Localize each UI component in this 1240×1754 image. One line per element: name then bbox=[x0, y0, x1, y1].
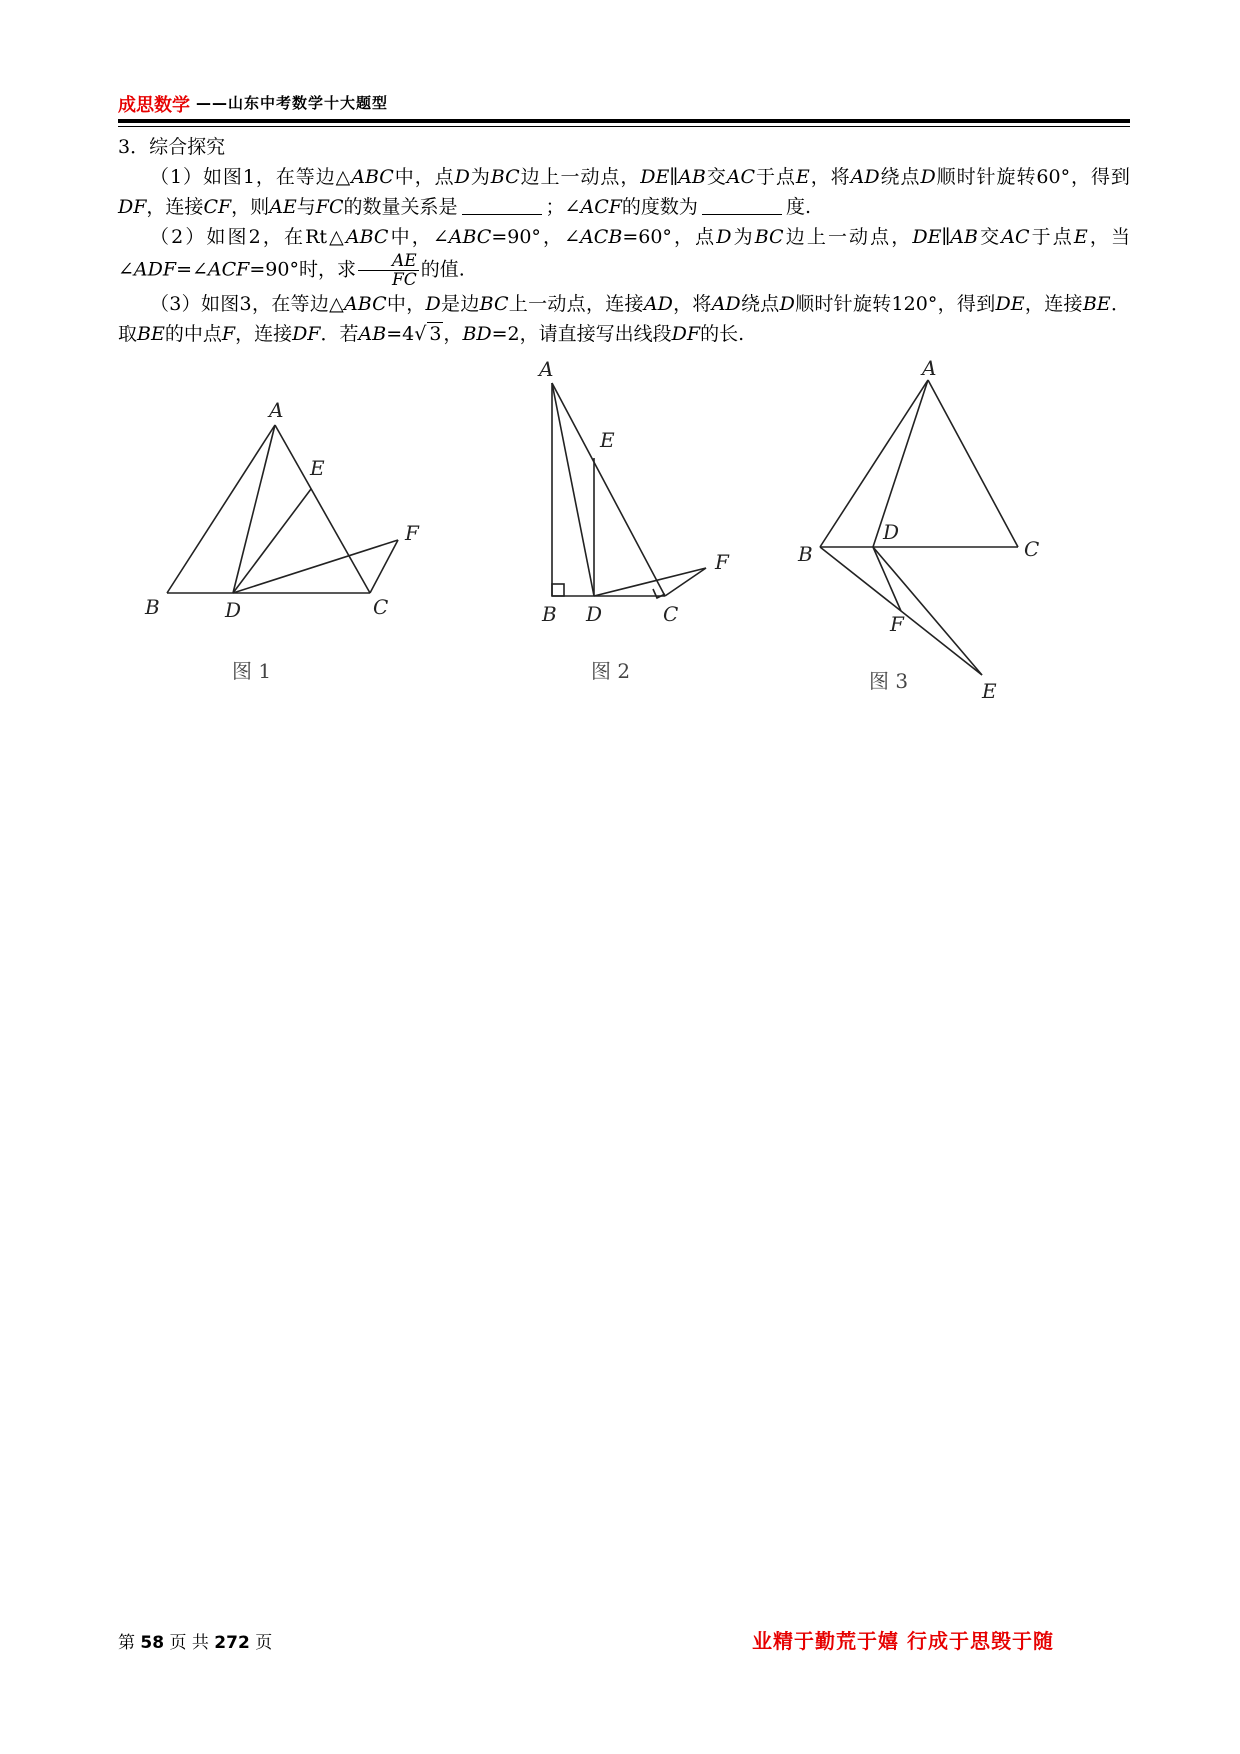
sqrt-radicand: 3 bbox=[429, 323, 442, 345]
fig2-label-a: A bbox=[539, 357, 554, 381]
question-part-2: （2）如图2，在Rt△ABC中，∠ABC=90°，∠ACB=60°，点D为BC边上一动点，DE∥AB交AC于点E，当∠ADF=∠ACF=90°时，求 $\frac{AE}{FC}$ 的值. bbox=[118, 226, 1130, 290]
question-block bbox=[118, 132, 1130, 349]
total-pages: 272 bbox=[214, 1633, 250, 1653]
fig1-label-a: A bbox=[269, 398, 284, 422]
fig2-label-c: C bbox=[663, 602, 679, 626]
sqrt-symbol: √ bbox=[414, 323, 427, 345]
current-page: 58 bbox=[140, 1633, 165, 1653]
page-number-footer: 第 58 页 共 272 页 bbox=[118, 1633, 273, 1653]
fig1-label-b: B bbox=[145, 595, 160, 619]
fig2-label-b: B bbox=[542, 602, 557, 626]
question-heading: 综合探究 bbox=[149, 136, 226, 158]
fig2-label-d: D bbox=[586, 602, 603, 626]
fig2-label-f: F bbox=[715, 550, 729, 574]
answer-blank-2[interactable] bbox=[702, 196, 782, 215]
fig3-label-b: B bbox=[798, 542, 813, 566]
question-number: 3． bbox=[118, 136, 150, 158]
question-part-1: （1）如图1，在等边△ABC中，点D为BC边上一动点，DE∥AB交AC于点E，将AD绕点D顺时针旋转60°，得到DF，连接CF，则AE与FC的数量关系是 ；∠ACF的度数为 度. bbox=[118, 166, 1130, 218]
figure-3 bbox=[790, 355, 1060, 704]
question-part-3: （3）如图3，在等边△ABC中，D是边BC上一动点，连接AD，将AD绕点D顺时针旋转120°，得到DE，连接BE．取BE的中点F，连接DF．若AB=4√ 3 ，BD=2，请直接写出线段DF的长. bbox=[118, 293, 1130, 345]
fig2-label-e: E bbox=[600, 428, 615, 452]
fig1-label-d: D bbox=[225, 598, 242, 622]
fig3-label-e: E bbox=[982, 679, 997, 703]
fig3-label-f: F bbox=[890, 612, 904, 636]
figure-2 bbox=[522, 357, 742, 694]
fig3-label-a: A bbox=[922, 356, 937, 380]
header-rule bbox=[118, 119, 1130, 123]
fig3-label-d: D bbox=[883, 520, 900, 544]
figure-3-caption: 图 3 bbox=[869, 669, 909, 693]
figure-1 bbox=[140, 395, 440, 699]
header-title: ——山东中考数学十大题型 bbox=[196, 94, 389, 112]
header-rule-thin bbox=[118, 126, 1130, 127]
fraction-ae-over-fc: $\frac{AE}{FC}$ bbox=[358, 252, 419, 289]
header-brand: 成思数学 bbox=[118, 95, 190, 116]
fig1-label-e: E bbox=[310, 456, 325, 480]
figure-2-caption: 图 2 bbox=[591, 659, 631, 683]
fig1-label-c: C bbox=[373, 595, 389, 619]
figure-1-caption: 图 1 bbox=[232, 659, 272, 683]
fig1-label-f: F bbox=[405, 521, 419, 545]
fig3-label-c: C bbox=[1024, 537, 1040, 561]
answer-blank-1[interactable] bbox=[462, 196, 542, 215]
footer-motto: 业精于勤荒于嬉 行成于思毁于随 bbox=[752, 1629, 1054, 1653]
question-title bbox=[118, 132, 1130, 162]
